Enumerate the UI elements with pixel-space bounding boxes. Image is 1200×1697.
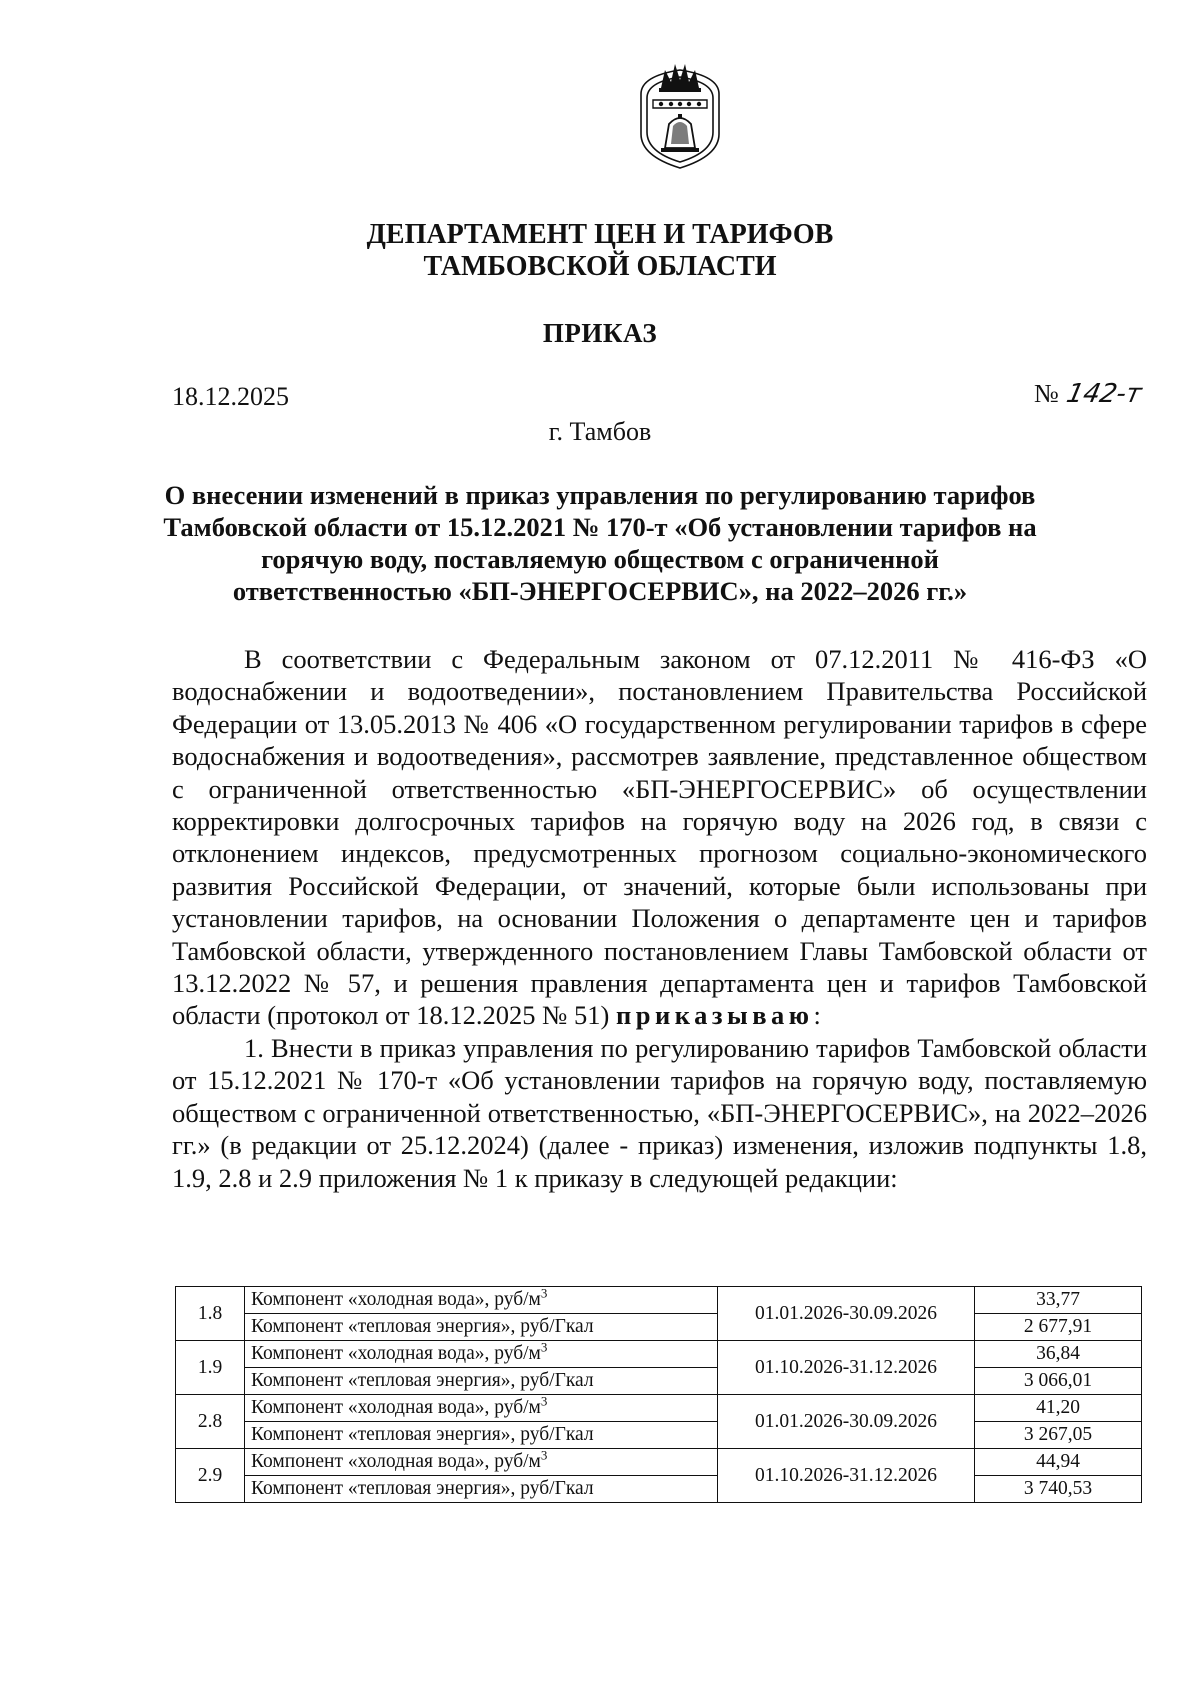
- period: 01.01.2026-30.09.2026: [718, 1395, 975, 1449]
- city: г. Тамбов: [548, 417, 652, 446]
- component-label: Компонент «холодная вода», руб/$м^3$: [245, 1341, 718, 1368]
- table-row: [176, 1287, 1142, 1314]
- department-title-line2: ТАМБОВСКОЙ ОБЛАСТИ: [423, 251, 777, 282]
- order-number-handwritten: 142-т: [1063, 379, 1145, 409]
- clause-1-paragraph: 1. Внести в приказ управления по регулированию тарифов Тамбовской области от 15.12.2021 № 170-т «Об установлении тарифов на горячую воду, поставляемую обществом с ограниченной ответственностью, «БП-ЭНЕРГОСЕРВИС», на 2022–2026 гг.» (в редакции от 25.12.2024) (далее - приказ) изменения, изложив подпункты 1.8, 1.9, 2.8 и 2.9 приложения № 1 к приказу в следующей редакции:: [172, 1032, 1147, 1193]
- row-number: 2.9: [176, 1449, 245, 1503]
- table-row: [176, 1368, 1142, 1395]
- order-subject: [150, 479, 1050, 607]
- component-label: Компонент «холодная вода», руб/$м^3$: [245, 1287, 718, 1314]
- subject-line: О внесении изменений в приказ управления по регулированию тарифов: [164, 480, 1036, 510]
- component-label: Компонент «тепловая энергия», руб/Гкал: [245, 1314, 718, 1341]
- number-sign: №: [1034, 379, 1059, 408]
- table-row: [176, 1476, 1142, 1503]
- table-row: [176, 1449, 1142, 1476]
- tariff-value: 2 677,91: [975, 1314, 1142, 1341]
- order-word: приказываю: [615, 1000, 814, 1031]
- tariff-value: 41,20: [975, 1395, 1142, 1422]
- preamble-paragraph: [172, 643, 1147, 1032]
- table-row: [176, 1395, 1142, 1422]
- period: 01.01.2026-30.09.2026: [718, 1287, 975, 1341]
- component-label: Компонент «тепловая энергия», руб/Гкал: [245, 1368, 718, 1395]
- period: 01.10.2026-31.12.2026: [718, 1341, 975, 1395]
- subject-line: Тамбовской области от 15.12.2021 № 170-т «Об установлении тарифов на: [163, 512, 1037, 542]
- component-label: Компонент «холодная вода», руб/$м^3$: [245, 1395, 718, 1422]
- component-label: Компонент «холодная вода», руб/$м^3$: [245, 1449, 718, 1476]
- document-type: ПРИКАЗ: [542, 318, 658, 348]
- department-title-line1: ДЕПАРТАМЕНТ ЦЕН И ТАРИФОВ: [366, 219, 834, 250]
- order-body: [172, 643, 1147, 1194]
- tariff-value: 33,77: [975, 1287, 1142, 1314]
- table-row: [176, 1422, 1142, 1449]
- preamble-end: :: [813, 1000, 821, 1031]
- tariff-table: [175, 1286, 1142, 1503]
- tariff-value: 3 740,53: [975, 1476, 1142, 1503]
- table-row: [176, 1341, 1142, 1368]
- row-number: 1.9: [176, 1341, 245, 1395]
- period: 01.10.2026-31.12.2026: [718, 1449, 975, 1503]
- order-number: [1034, 379, 1145, 409]
- table-row: [176, 1314, 1142, 1341]
- component-label: Компонент «тепловая энергия», руб/Гкал: [245, 1476, 718, 1503]
- tariff-value: 36,84: [975, 1341, 1142, 1368]
- tambov-coat-of-arms-icon: [631, 56, 729, 174]
- row-number: 1.8: [176, 1287, 245, 1341]
- subject-line: горячую воду, поставляемую обществом с ограниченной: [261, 544, 939, 574]
- component-label: Компонент «тепловая энергия», руб/Гкал: [245, 1422, 718, 1449]
- order-date: 18.12.2025: [172, 382, 289, 411]
- tariff-value: 44,94: [975, 1449, 1142, 1476]
- tariff-value: 3 267,05: [975, 1422, 1142, 1449]
- preamble-text: В соответствии с Федеральным законом от 07.12.2011 № 416-ФЗ «О водоснабжении и водоотведении», постановлением Правительства Российской Федерации от 13.05.2013 № 406 «О государственном регулировании тарифов в сфере водоснабжения и водоотведения», рассмотрев заявление, представленное обществом с ограниченной ответственностью «БП-ЭНЕРГОСЕРВИС» об осуществлении корректировки долгосрочных тарифов на горячую воду на 2026 год, в связи с отклонением индексов, предусмотренных прогнозом социально-экономического развития Российской Федерации, от значений, которые были использованы при установлении тарифов, на основании Положения о департаменте цен и тарифов Тамбовской области, утвержденного постановлением Главы Тамбовской области от 13.12.2022 № 57, и решения правления департамента цен и тарифов Тамбовской области (протокол от 18.12.2025 № 51): [172, 644, 1147, 1031]
- subject-line: ответственностью «БП-ЭНЕРГОСЕРВИС», на 2022–2026 гг.»: [232, 576, 968, 606]
- row-number: 2.8: [176, 1395, 245, 1449]
- tariff-value: 3 066,01: [975, 1368, 1142, 1395]
